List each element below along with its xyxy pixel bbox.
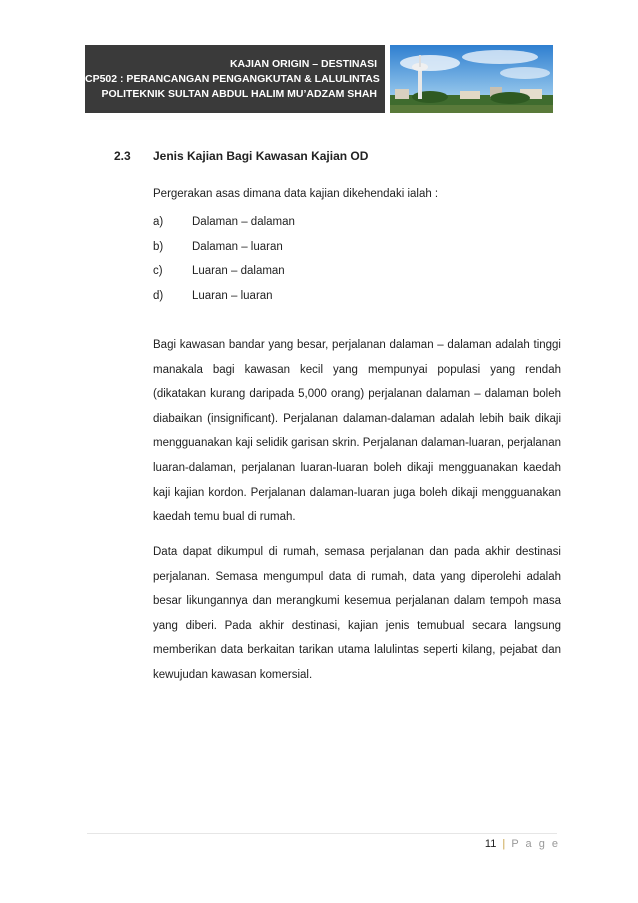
section-title: Jenis Kajian Bagi Kawasan Kajian OD xyxy=(153,149,369,163)
header-course: CP502 : PERANCANGAN PENGANGKUTAN & LALULINTAS xyxy=(85,73,380,85)
paragraph-urban-trips: Bagi kawasan bandar yang besar, perjalanan dalaman – dalaman adalah tinggi manakala bagi kawasan kecil yang mempunyai populasi yang rendah (dikatakan kurang daripada 5,000 orang) perjalanan dalaman – dalaman boleh diabaikan (insignificant). Perjalanan dalaman-dalaman adalah lebih baik dikaji mengguanakan kaji selidik garisan skrin. Perjalanan dalaman-luaran, perjalanan luaran-dalaman, perjalanan luaran-luaran boleh dikaji mengguanakan kaedah kaji kajian kordon. Perjalanan dalaman-luaran juga boleh dikaji mengguanakan kaedah temu bual di rumah. xyxy=(153,339,561,524)
list-item-text: Luaran – luaran xyxy=(192,289,273,302)
header-title: KAJIAN ORIGIN – DESTINASI xyxy=(229,58,377,70)
header-institution: POLITEKNIK SULTAN ABDUL HALIM MU’ADZAM SHAH xyxy=(101,88,377,100)
page-footer xyxy=(485,838,560,850)
list-marker: b) xyxy=(153,240,164,253)
list-item-text: Dalaman – luaran xyxy=(192,240,283,253)
page-number: 11 xyxy=(484,838,497,850)
header-banner xyxy=(85,45,385,113)
list-marker: a) xyxy=(153,216,164,228)
list-item-text: Luaran – dalaman xyxy=(192,265,285,277)
list-marker: c) xyxy=(153,265,163,277)
section-number: 2.3 xyxy=(114,149,131,163)
page-label: P a g e xyxy=(511,838,560,850)
footer-separator: | xyxy=(502,838,506,850)
intro-text: Pergerakan asas dimana data kajian dikehendaki ialah : xyxy=(153,188,439,200)
paragraph-data-collection: Data dapat dikumpul di rumah, semasa perjalanan dan pada akhir destinasi perjalanan. Semasa mengumpul data di rumah, data yang diperolehi adalah besar likungannya dan merangkumi kesemua perjalanan dalam tempoh masa yang diberi. Pada akhir destinasi, kajian jenis temubual secara langsung memberikan data berkaitan tarikan utama lalulintas seperti kilang, pejabat dan kewujudan kawasan komersial. xyxy=(153,546,561,681)
city-skyline-tower-photo xyxy=(390,45,553,113)
list-marker: d) xyxy=(153,289,164,302)
footer-divider xyxy=(87,833,557,834)
list-item-text: Dalaman – dalaman xyxy=(192,216,295,228)
